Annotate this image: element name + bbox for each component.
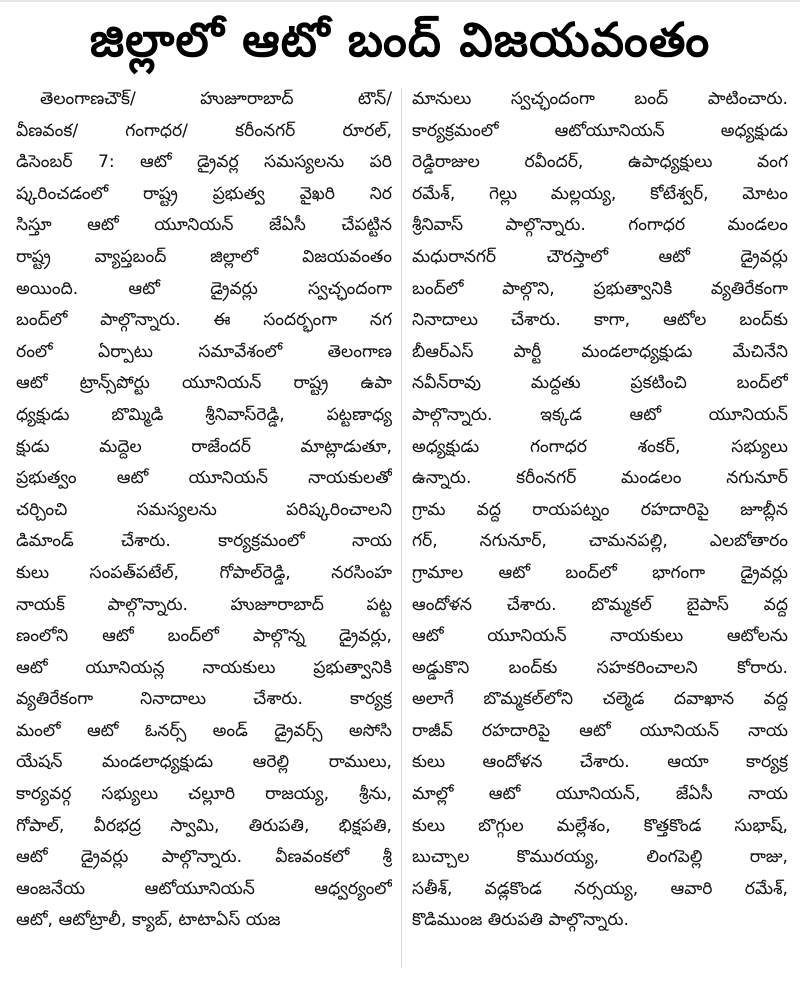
article-text-line: నవీన్‌రావు మద్దతు ప్రకటించి బంద్‌లో	[412, 373, 788, 394]
article-text-line: డిసెంబర్ 7: ఆటో డ్రైవర్ల సమస్యలను పరి	[16, 152, 392, 173]
article-text-line: వ్యతిరేకంగా నినాదాలు చేశారు. కార్యక్ర	[16, 689, 392, 710]
article-text-line: పాల్గొన్నారు. ఇక్కడ ఆటో యూనియన్	[412, 404, 788, 425]
article-text-line: మంలో ఆటో ఓనర్స్ అండ్ డ్రైవర్స్ అసోసి	[16, 720, 392, 741]
article-text-line: చర్చించి సమస్యలను పరిష్కరించాలని	[16, 499, 392, 520]
article-text-line: తెలంగాణచౌక్/ హుజూరాబాద్ టౌన్/	[40, 89, 392, 109]
article-text-line: ధ్యక్షుడు బొమ్మిడి శ్రీనివాస్‌రెడ్డి, పట్టణాధ్య	[16, 404, 392, 425]
article-text-line: ప్రభుత్వం ఆటో యూనియన్ నాయకులతో	[16, 468, 392, 489]
article-text-line: ఆటో ట్రాన్స్‌పోర్టు యూనియన్ రాష్ట్ర ఉపా	[16, 373, 392, 394]
article-text-line: క్షుడు మద్దెల రాజేందర్ మాట్లాడుతూ,	[16, 436, 392, 457]
article-text-line: బీఆర్ఎస్ పార్టీ మండలాధ్యక్షుడు మేచినేని	[412, 341, 788, 362]
article-text-line: బంద్‌లో పాల్గొన్నారు. ఈ సందర్భంగా నగ	[16, 310, 392, 331]
article-text-line: రాష్ట్ర వ్యాప్తబంద్ జిల్లాలో విజయవంతం	[16, 246, 392, 267]
article-text-line: ఆందోళన చేశారు. బొమ్మకల్ బైపాస్ వద్ద	[412, 594, 788, 615]
article-text-line: బుచ్చాల కొమురయ్య, లింగపెల్లి రాజు,	[412, 847, 788, 868]
article-text-line: వీణవంక/ గంగాధర/ కరీంనగర్ రూరల్,	[16, 120, 392, 141]
article-text-line: యేషన్ మండలాధ్యక్షుడు ఆరెల్లి రాములు,	[16, 752, 392, 773]
article-text-line: అలాగే బొమ్మకల్‌లోని చల్మెడ దవాఖాన వద్ద	[412, 689, 788, 710]
article-text-line: రెడ్డిరాజుల రవీందర్, ఉపాధ్యక్షులు వంగ	[412, 152, 788, 173]
article-text-line: సిస్తూ ఆటో యూనియన్ జేఏసీ చేపట్టిన	[16, 215, 392, 236]
article-text-line: బంద్‌లో పాల్గొని, ప్రభుత్వానికి వ్యతిరేకంగా	[412, 278, 788, 299]
article-text-line: ఉన్నారు. కరీంనగర్ మండలం నగునూర్	[412, 468, 788, 489]
article-text-line: కొడిముంజ తిరుపతి పాల్గొన్నారు.	[412, 910, 629, 931]
article-column-left	[16, 84, 392, 937]
article-text-line: ఆటో, ఆటోట్రాలీ, క్యాబ్, టాటాఏస్ యజ	[16, 910, 281, 931]
article-text-line: గోపాల్, వీరభద్ర స్వామి, తిరుపతి, భిక్షపతి,	[16, 815, 392, 836]
article-text-line: రంలో ఏర్పాటు సమావేశంలో తెలంగాణ	[16, 341, 392, 362]
article-text-line: కార్యక్రమంలో ఆటోయూనియన్ అధ్యక్షుడు	[412, 120, 788, 141]
article-text-line: డిమాండ్ చేశారు. కార్యక్రమంలో నాయ	[16, 531, 392, 552]
article-text-line: అధ్యక్షుడు గంగాధర శంకర్, సభ్యులు	[412, 436, 788, 457]
article-text-line: మానులు స్వచ్ఛందంగా బంద్ పాటించారు.	[412, 89, 788, 109]
article-text-line: కార్యవర్గ సభ్యులు చల్లూరి రాజయ్య, శ్రీను,	[16, 784, 392, 805]
article-text-line: అడ్డుకొని బంద్‌కు సహకరించాలని కోరారు.	[412, 657, 788, 678]
article-text-line: గర్, నగునూర్, చామనపల్లి, ఎలబోతారం	[412, 531, 788, 552]
article-text-line: నినాదాలు చేశారు. కాగా, ఆటోల బంద్‌కు	[412, 310, 788, 331]
article-column-right	[412, 84, 788, 937]
article-text-line: నాయక్ పాల్గొన్నారు. హుజూరాబాద్ పట్ట	[16, 594, 392, 615]
article-text-line: అయింది. ఆటో డ్రైవర్లు స్వచ్ఛందంగా	[16, 278, 392, 299]
article-text-line: రాజీవ్ రహదారిపై ఆటో యూనియన్ నాయ	[412, 720, 788, 741]
article-text-line: గ్రామాల ఆటో బంద్‌లో భాగంగా డ్రైవర్లు	[412, 562, 788, 583]
top-edge-line	[0, 0, 800, 2]
article-text-line: ఆటో డ్రైవర్లు పాల్గొన్నారు. వీణవంకలో శ్రీ	[16, 847, 392, 868]
article-text-line: ణంలోని ఆటో బంద్‌లో పాల్గొన్న డ్రైవర్లు,	[16, 626, 392, 647]
article-text-line: కులు ఆందోళన చేశారు. ఆయా కార్యక్ర	[412, 752, 788, 773]
column-divider	[401, 88, 402, 968]
article-text-line: రమేశ్, గెల్లు మల్లయ్య, కోటేశ్వర్, మోటం	[412, 183, 788, 204]
article-text-line: కులు సంపత్‌పటేల్, గోపాల్‌రెడ్డి, నరసింహ	[16, 562, 392, 583]
article-text-line: ఆటో యూనియన్ నాయకులు ఆటోలను	[412, 626, 788, 647]
article-headline: జిల్లాలో ఆటో బంద్ విజయవంతం	[89, 13, 711, 68]
article-text-line: శ్రీనివాస్ పాల్గొన్నారు. గంగాధర మండలం	[412, 215, 788, 236]
article-text-line: ఆటో యూనియన్ల నాయకులు ప్రభుత్వానికి	[16, 657, 392, 678]
article-text-line: మాల్లో ఆటో యూనియన్, జేఏసీ నాయ	[412, 784, 788, 805]
article-text-line: కులు బొగ్గుల మల్లేశం, కొత్తకొండ సుభాష్,	[412, 815, 788, 836]
article-text-line: సతీశ్, వడ్లకొండ నర్సయ్య, ఆవారి రమేశ్,	[412, 878, 788, 899]
article-text-line: మధురానగర్ చౌరస్తాలో ఆటో డ్రైవర్లు	[412, 246, 788, 267]
article-text-line: గ్రామ వద్ద రాయపట్నం రహదారిపై జూబ్లీన	[412, 499, 788, 520]
article-text-line: ఆంజనేయ ఆటోయూనియన్ ఆధ్వర్యంలో	[16, 878, 392, 899]
article-text-line: ష్కరించడంలో రాష్ట్ర ప్రభుత్వ వైఖరి నిర	[16, 183, 392, 204]
